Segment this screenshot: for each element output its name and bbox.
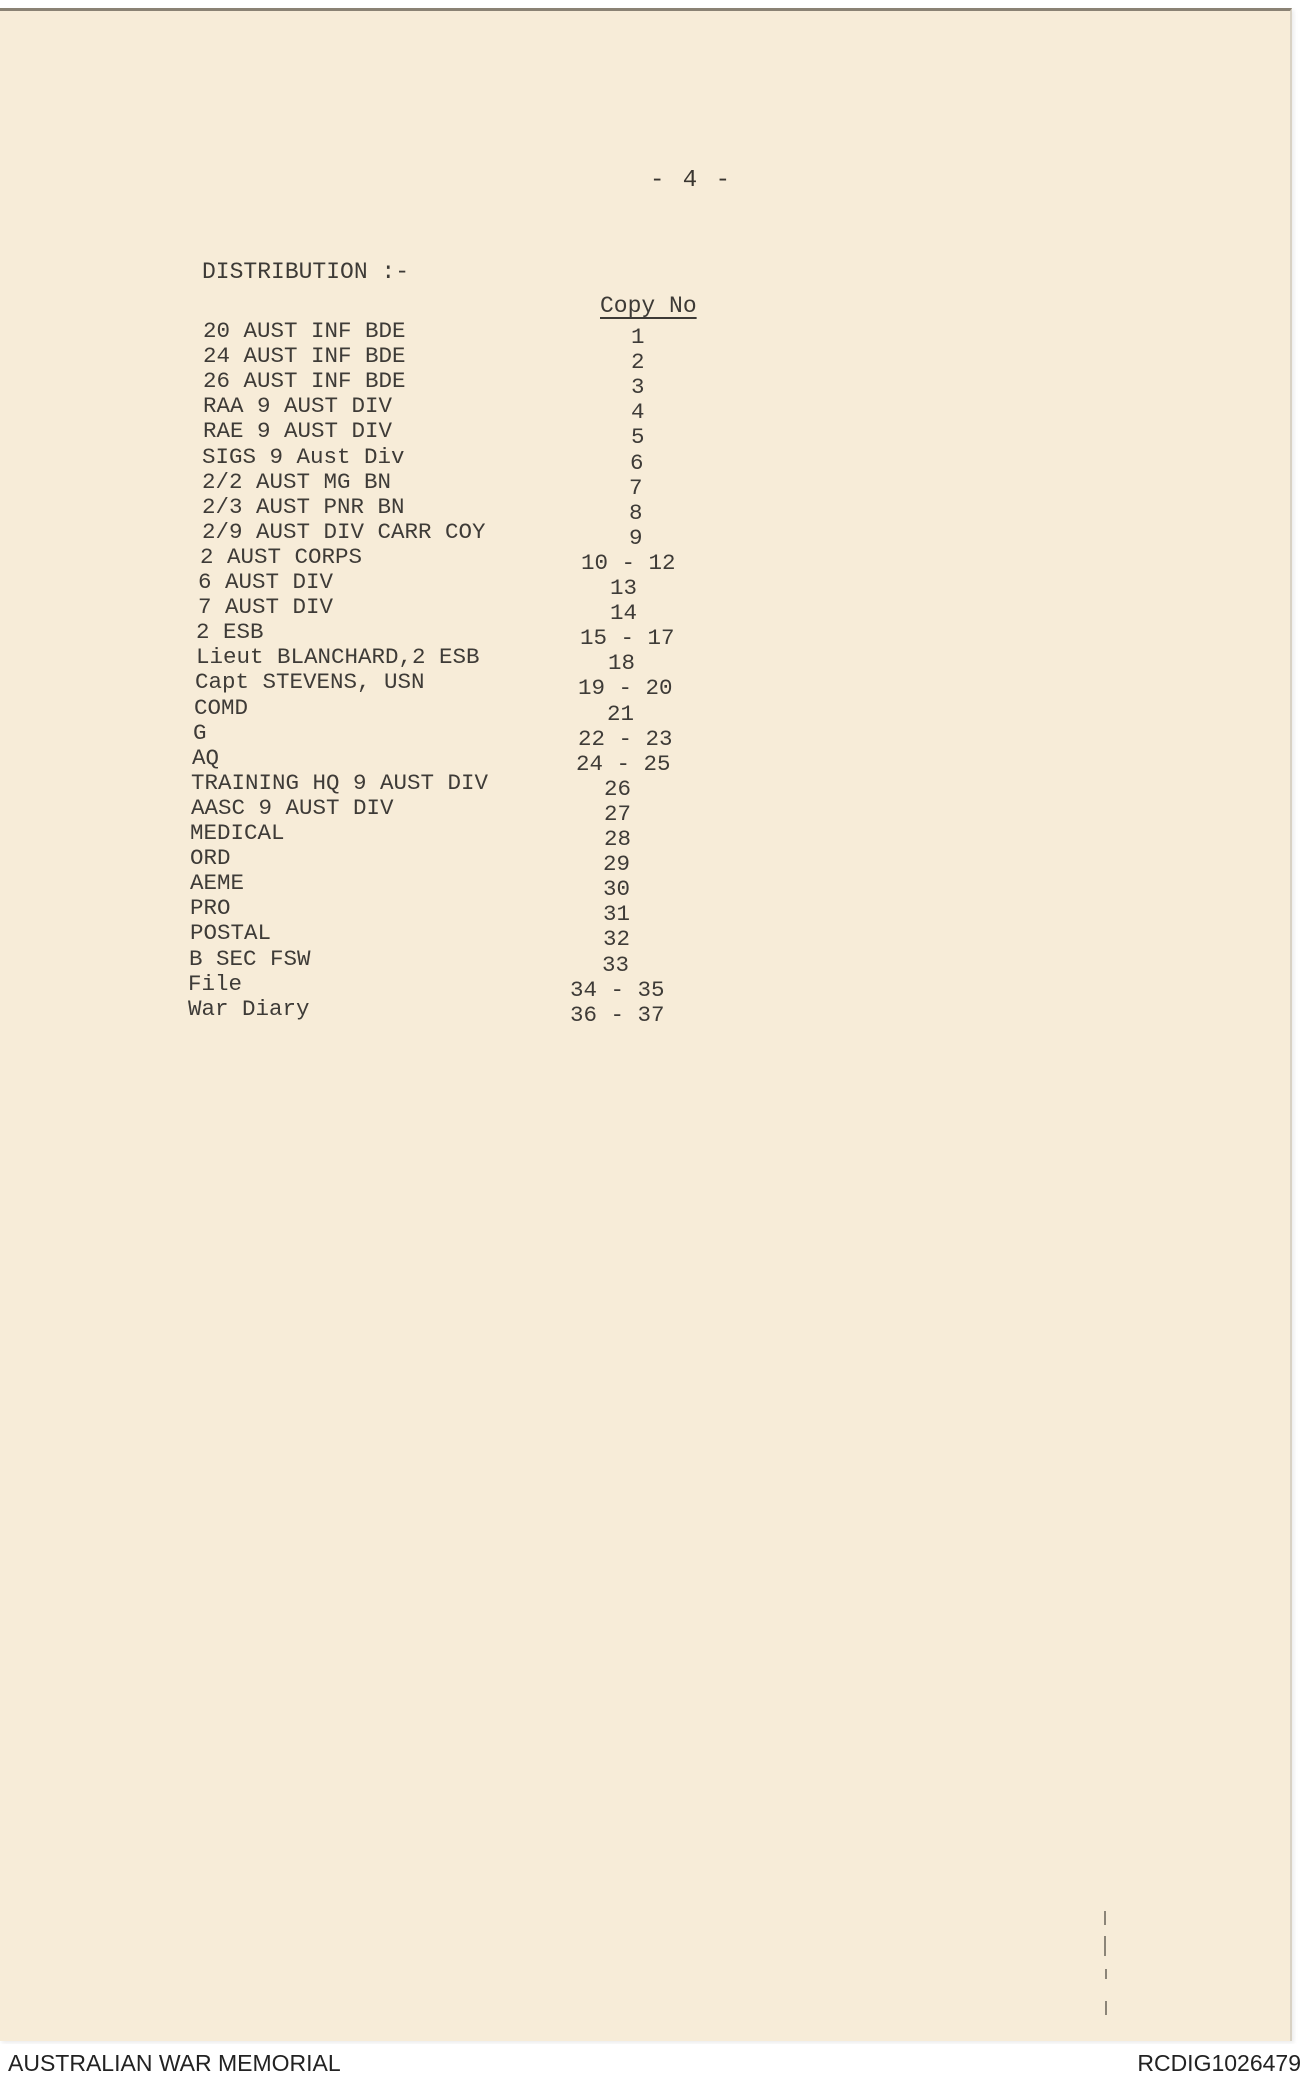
copy-number: 36 - 37 (570, 1001, 665, 1028)
copy-number: 24 - 25 (576, 750, 671, 777)
copy-number: 19 - 20 (578, 675, 673, 702)
copy-number: 14 (610, 600, 638, 627)
copy-number: 2 (631, 349, 645, 376)
copy-number: 15 - 17 (580, 625, 675, 652)
copy-number: 7 (629, 474, 643, 501)
copy-number: 3 (631, 374, 645, 401)
distribution-unit: PRO (190, 895, 231, 922)
distribution-unit: 2/2 AUST MG BN (202, 468, 392, 495)
copy-number: 27 (604, 800, 632, 827)
margin-mark (1104, 1911, 1106, 1925)
copy-number: 33 (602, 951, 630, 978)
distribution-unit: 24 AUST INF BDE (203, 343, 406, 370)
distribution-unit: B SEC FSW (189, 945, 311, 972)
copy-number: 31 (603, 901, 631, 928)
archive-name: AUSTRALIAN WAR MEMORIAL (8, 2050, 341, 2076)
document-page (0, 8, 1292, 2041)
copy-number: 4 (631, 399, 645, 426)
copy-number: 1 (631, 324, 645, 350)
distribution-unit: AASC 9 AUST DIV (191, 794, 394, 821)
distribution-unit: TRAINING HQ 9 AUST DIV (191, 769, 489, 796)
archive-id: RCDIG1026479 (1137, 2050, 1301, 2076)
copy-number: 18 (608, 650, 636, 677)
distribution-unit: G (193, 719, 207, 746)
distribution-unit: 2 ESB (196, 619, 264, 646)
distribution-unit: 7 AUST DIV (198, 594, 334, 621)
distribution-unit: COMD (194, 694, 249, 721)
copy-number: 8 (629, 499, 643, 526)
copy-no-header: Copy No (600, 293, 697, 319)
distribution-unit: RAA 9 AUST DIV (203, 393, 393, 420)
distribution-unit: 20 AUST INF BDE (203, 318, 406, 344)
distribution-unit: 6 AUST DIV (198, 569, 334, 595)
distribution-unit: AEME (190, 870, 245, 897)
distribution-unit: 26 AUST INF BDE (203, 368, 406, 395)
distribution-unit: Capt STEVENS, USN (195, 669, 425, 696)
distribution-unit: MEDICAL (190, 820, 285, 846)
distribution-unit: 2 AUST CORPS (200, 543, 363, 570)
copy-number: 21 (607, 700, 635, 727)
distribution-unit: ORD (190, 845, 231, 872)
distribution-unit: AQ (192, 744, 220, 771)
distribution-unit: War Diary (188, 995, 310, 1022)
copy-number: 9 (629, 524, 643, 551)
distribution-unit: 2/3 AUST PNR BN (202, 493, 405, 520)
copy-number: 30 (603, 876, 631, 903)
copy-number: 29 (603, 851, 631, 878)
copy-number: 32 (603, 926, 631, 953)
archive-footer (0, 2044, 1313, 2082)
copy-number: 28 (604, 826, 632, 852)
copy-number: 13 (610, 575, 638, 601)
copy-number: 10 - 12 (581, 549, 676, 576)
distribution-unit: File (188, 970, 243, 997)
copy-number: 26 (604, 775, 632, 802)
copy-number: 22 - 23 (578, 725, 673, 752)
distribution-unit: RAE 9 AUST DIV (203, 418, 393, 445)
page-number: - 4 - (650, 167, 733, 194)
copy-number: 34 - 35 (570, 976, 665, 1003)
margin-mark (1105, 1969, 1107, 1979)
copy-number: 6 (630, 449, 644, 476)
margin-mark (1105, 2001, 1107, 2015)
copy-number: 5 (631, 424, 645, 451)
distribution-unit: Lieut BLANCHARD,2 ESB (196, 644, 480, 671)
distribution-unit: POSTAL (190, 920, 272, 947)
margin-mark (1104, 1936, 1106, 1956)
distribution-unit: 2/9 AUST DIV CARR COY (202, 518, 486, 545)
distribution-unit: SIGS 9 Aust Div (202, 443, 405, 470)
distribution-heading: DISTRIBUTION :- (202, 259, 410, 285)
